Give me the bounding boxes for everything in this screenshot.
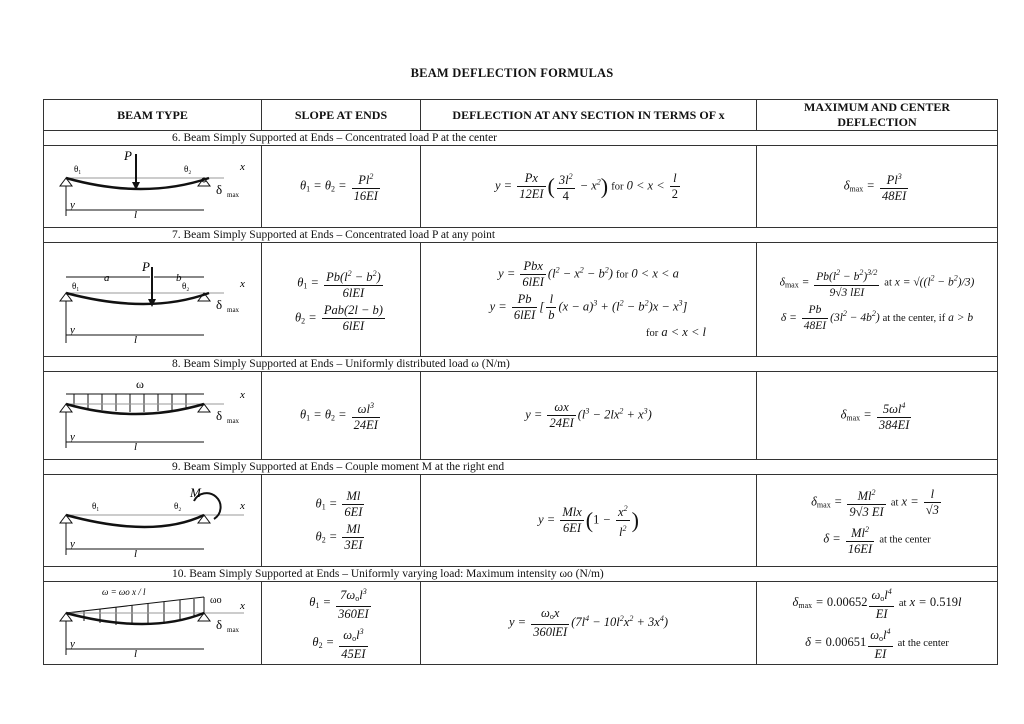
svg-text:b: b <box>176 272 182 284</box>
svg-text:y: y <box>70 431 75 443</box>
section-8-label: 8. Beam Simply Supported at Ends – Uniformly distributed load ω (N/m) <box>44 357 998 372</box>
deflection-10: y = $\frac{\omega_ox}{\text{360lEI}}$ $(7l^4 - 10l^2x^2 + 3x^4)$ <box>421 582 757 665</box>
header-slope: SLOPE AT ENDS <box>262 100 421 131</box>
svg-text:θ₁: θ₁ <box>74 164 82 174</box>
beam-diagram-6 <box>44 146 262 228</box>
row-10 <box>44 582 998 665</box>
header-deflection: DEFLECTION AT ANY SECTION IN TERMS OF x <box>421 100 757 131</box>
max-6: $\delta_{max}$ = $\frac{Pl^3}{48EI}$ <box>757 146 998 228</box>
slope-6: $\theta_1 = \theta_2$ = $\frac{Pl^2}{16EI}$ <box>262 146 421 228</box>
svg-text:θ₁: θ₁ <box>92 501 100 511</box>
svg-text:ω = ωo x / l: ω = ωo x / l <box>102 586 146 597</box>
beam-diagram-10 <box>44 582 262 665</box>
svg-text:max: max <box>227 306 240 314</box>
beam-diagram-7 <box>44 243 262 357</box>
max-7: $\delta_{max}$ = $\frac{Pb(l^2 - b^2)^{3/2}}{\text{9√3 lEI}}$ at $x = √((l^2 - b^2)/3)$ δ = $\frac{Pb}{48EI}$ $(3l^2 - 4b^2)$ at the center, if a > b <box>757 243 998 357</box>
section-7-label: 7. Beam Simply Supported at Ends – Concentrated load P at any point <box>44 228 998 243</box>
svg-text:δ: δ <box>216 408 223 423</box>
slope-8: $\theta_1 = \theta_2$ = $\frac{\omega l^3}{24EI}$ <box>262 372 421 460</box>
row-8 <box>44 372 998 460</box>
svg-text:x: x <box>240 599 245 612</box>
svg-text:θ₂: θ₂ <box>184 164 192 174</box>
slope-10: $\theta_1$ = $\frac{7\omega_ol^3}{360EI}$ $\theta_2$ = $\frac{\omega_ol^3}{45EI}$ <box>262 582 421 665</box>
svg-text:l: l <box>134 647 138 660</box>
svg-text:ωo: ωo <box>210 594 222 606</box>
max-10: $\delta_{max} = 0.00652$ $\frac{\omega_ol^4}{EI}$ at x = 0.519l δ = 0.00651 $\frac{\omega_ol^4}{EI}$ at the center <box>757 582 998 665</box>
svg-text:max: max <box>227 625 240 634</box>
row-9 <box>44 475 998 567</box>
deflection-6: y = $\frac{Px}{12EI}$ ( $\frac{3l^2}{4}$ − $x^2$) for 0 < x < $\frac{l}{2}$ <box>421 146 757 228</box>
svg-text:y: y <box>70 637 75 650</box>
header-beam-type: BEAM TYPE <box>44 100 262 131</box>
svg-text:x: x <box>240 278 245 290</box>
header-row <box>44 100 998 131</box>
svg-text:P: P <box>124 148 132 163</box>
max-8: $\delta_{max}$ = $\frac{5\omega l^4}{384EI}$ <box>757 372 998 460</box>
max-9: $\delta_{max}$ = $\frac{Ml^2}{9√3 EI}$ at x = $\frac{l}{√3}$ δ = $\frac{Ml^2}{16EI}$ at the center <box>757 475 998 567</box>
svg-text:θ₂: θ₂ <box>182 281 190 291</box>
beam-diagram-9 <box>44 475 262 567</box>
section-6-label: 6. Beam Simply Supported at Ends – Concentrated load P at the center <box>44 131 998 146</box>
beam-table <box>43 99 998 665</box>
svg-text:y: y <box>70 538 75 550</box>
deflection-7: y = $\frac{\text{Pbx}}{\text{6lEI}}$ $(l^2 - x^2 - b^2)$ for 0 < x < a y = $\frac{Pb}{\text{6lEI}}$ [ $\frac{l}{b}$ $(x - a)^3 + (l^2 - b^2)x - x^3$] for a < x < l <box>421 243 757 357</box>
svg-text:max: max <box>227 417 240 425</box>
svg-text:max: max <box>227 191 240 199</box>
svg-text:P: P <box>142 259 150 274</box>
svg-text:ω: ω <box>136 377 144 391</box>
deflection-9: y = $\frac{\text{Mlx}}{6EI}$ (1 − $\frac{x^2}{l^2}$ ) <box>421 475 757 567</box>
row-6 <box>44 146 998 228</box>
svg-text:x: x <box>240 389 245 401</box>
deflection-8: y = $\frac{\omega x}{24EI}$ $(l^3 - 2lx^2 + x^3)$ <box>421 372 757 460</box>
section-9-label: 9. Beam Simply Supported at Ends – Couple moment M at the right end <box>44 460 998 475</box>
svg-text:δ: δ <box>216 182 223 197</box>
slope-9: $\theta_1$ = $\frac{Ml}{6EI}$ $\theta_2$ = $\frac{Ml}{3EI}$ <box>262 475 421 567</box>
header-max: MAXIMUM AND CENTER DEFLECTION <box>757 100 998 131</box>
slope-7: $\theta_1$ = $\frac{Pb(l^2 - b^2)}{\text{6lEI}}$ $\theta_2$ = $\frac{\text{Pab(2l − b)}}{\text{6lEI}}$ <box>262 243 421 357</box>
svg-text:θ₂: θ₂ <box>174 501 182 511</box>
row-7 <box>44 243 998 357</box>
svg-text:l: l <box>134 209 138 221</box>
beam-diagram-8 <box>44 372 262 460</box>
svg-text:δ: δ <box>216 616 223 632</box>
svg-text:l: l <box>134 548 138 560</box>
svg-text:δ: δ <box>216 297 223 312</box>
svg-text:l: l <box>134 441 138 453</box>
svg-text:M: M <box>190 485 201 500</box>
section-10-label: 10. Beam Simply Supported at Ends – Uniformly varying load: Maximum intensity ωo (N/m) <box>44 567 998 582</box>
svg-text:θ₁: θ₁ <box>72 281 80 291</box>
svg-text:a: a <box>104 272 110 284</box>
svg-text:x: x <box>240 500 245 512</box>
page-title: BEAM DEFLECTION FORMULAS <box>410 66 614 80</box>
svg-text:l: l <box>134 334 138 346</box>
svg-text:y: y <box>70 324 75 336</box>
svg-text:y: y <box>70 199 75 211</box>
svg-text:x: x <box>240 161 245 173</box>
